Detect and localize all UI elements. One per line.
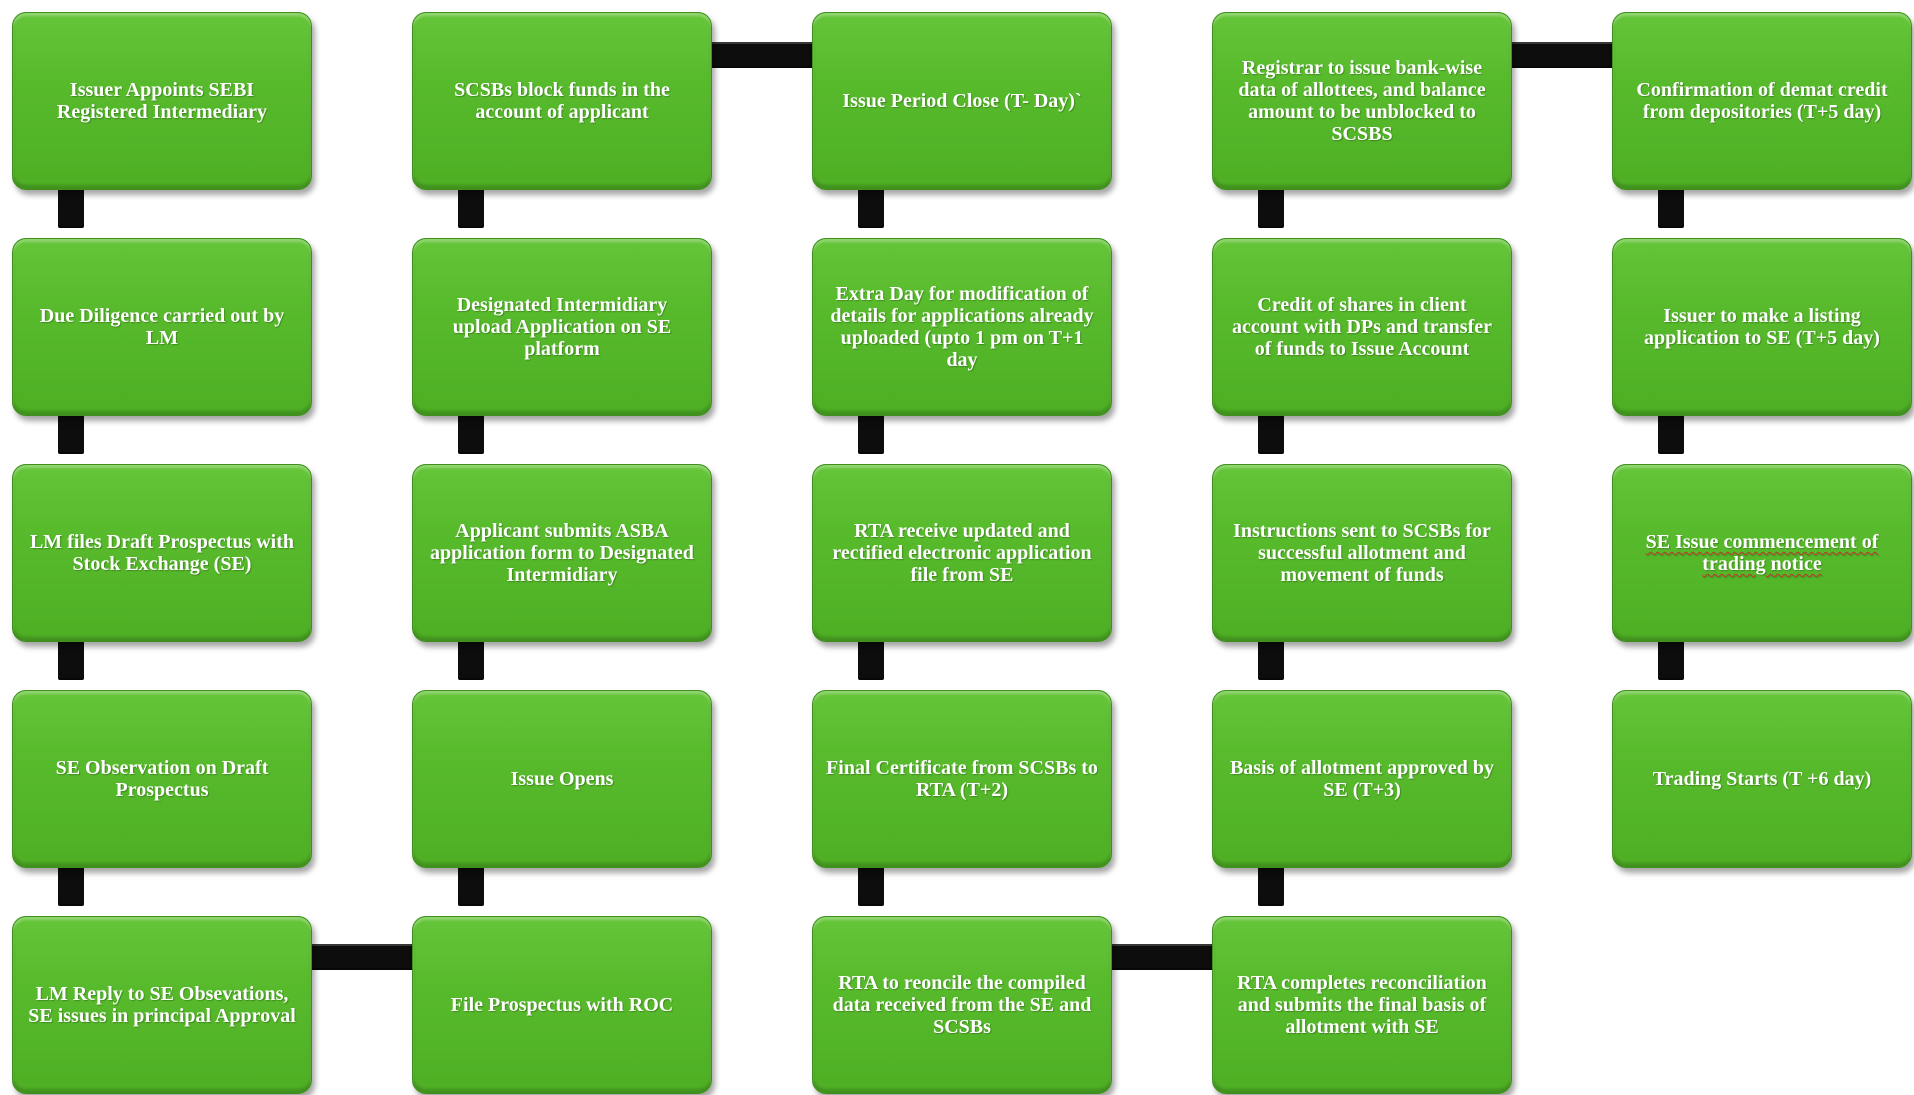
step-label: Trading Starts (T +6 day) (1652, 768, 1872, 790)
step-basis-of-allotment-approved (1212, 690, 1512, 868)
step-issue-opens (412, 690, 712, 868)
step-label: Issue Opens (510, 768, 614, 790)
connector-c3-4-5 (858, 864, 884, 906)
step-label: Extra Day for modification of details for applications already uploaded (upto 1 pm on T+1 day (830, 283, 1094, 371)
step-rta-receive-file (812, 464, 1112, 642)
step-listing-application (1612, 238, 1912, 416)
step-file-prospectus-roc (412, 916, 712, 1094)
step-trading-starts (1612, 690, 1912, 868)
connector-c2-c3-top (706, 42, 816, 68)
connector-c4-4-5 (1258, 864, 1284, 906)
step-label: RTA receive updated and rectified electronic application file from SE (832, 520, 1092, 586)
step-label: LM files Draft Prospectus with Stock Exchange (SE) (29, 531, 295, 575)
step-registrar-issue-data (1212, 12, 1512, 190)
step-label: Issuer to make a listing application to SE (T+5 day) (1644, 305, 1880, 349)
step-label: Due Diligence carried out by LM (39, 305, 285, 349)
connector-c4-3-4 (1258, 638, 1284, 680)
step-label: Instructions sent to SCSBs for successful allotment and movement of funds (1233, 520, 1491, 586)
connector-c1-2-3 (58, 412, 84, 454)
connector-c2-2-3 (458, 412, 484, 454)
step-issuer-appoints-intermediary (12, 12, 312, 190)
step-label: SE Issue commencement of trading notice (1645, 531, 1879, 575)
step-issue-period-close (812, 12, 1112, 190)
connector-c4-2-3 (1258, 412, 1284, 454)
connector-c2-3-4 (458, 638, 484, 680)
step-scsbs-block-funds (412, 12, 712, 190)
step-rta-completes-reconciliation (1212, 916, 1512, 1094)
step-confirmation-demat-credit (1612, 12, 1912, 190)
connector-c1-c2-bottom (306, 944, 416, 970)
step-lm-files-draft-prospectus (12, 464, 312, 642)
connector-c1-4-5 (58, 864, 84, 906)
connector-c2-1-2 (458, 186, 484, 228)
step-final-certificate (812, 690, 1112, 868)
step-credit-of-shares (1212, 238, 1512, 416)
step-lm-reply-principal-approval (12, 916, 312, 1094)
connector-c1-3-4 (58, 638, 84, 680)
step-intermediary-upload-application (412, 238, 712, 416)
step-instructions-to-scsbs (1212, 464, 1512, 642)
step-se-observation (12, 690, 312, 868)
connector-c3-c4-bottom (1106, 944, 1216, 970)
step-label: File Prospectus with ROC (450, 994, 674, 1016)
connector-c1-1-2 (58, 186, 84, 228)
connector-c3-1-2 (858, 186, 884, 228)
connector-c5-3-4 (1658, 638, 1684, 680)
step-label: RTA to reoncile the compiled data received from the SE and SCSBs (832, 972, 1092, 1038)
connector-c5-1-2 (1658, 186, 1684, 228)
connector-c4-c5-top (1506, 42, 1616, 68)
step-applicant-submits-asba (412, 464, 712, 642)
step-label: Applicant submits ASBA application form to Designated Intermidiary (430, 520, 694, 586)
step-label: SE Observation on Draft Prospectus (55, 757, 269, 801)
step-label: Registrar to issue bank-wise data of allottees, and balance amount to be unblocked to SCSBS (1238, 57, 1486, 145)
step-label: Final Certificate from SCSBs to RTA (T+2) (826, 757, 1098, 801)
connector-c3-3-4 (858, 638, 884, 680)
step-rta-reconcile-data (812, 916, 1112, 1094)
step-label: Issue Period Close (T- Day)` (842, 90, 1082, 112)
step-label: Designated Intermidiary upload Application on SE platform (452, 294, 672, 360)
connector-c2-4-5 (458, 864, 484, 906)
step-label: RTA completes reconciliation and submits the final basis of allotment with SE (1237, 972, 1487, 1038)
step-extra-day-modification (812, 238, 1112, 416)
step-label: LM Reply to SE Obsevations, SE issues in principal Approval (28, 983, 296, 1027)
step-label: Basis of allotment approved by SE (T+3) (1229, 757, 1495, 801)
connector-c4-1-2 (1258, 186, 1284, 228)
step-due-diligence (12, 238, 312, 416)
step-label: Confirmation of demat credit from depositories (T+5 day) (1636, 79, 1888, 123)
step-label: Issuer Appoints SEBI Registered Intermediary (56, 79, 268, 123)
step-label: Credit of shares in client account with DPs and transfer of funds to Issue Account (1232, 294, 1492, 360)
step-label: SCSBs block funds in the account of applicant (454, 79, 670, 123)
step-trading-notice (1612, 464, 1912, 642)
connector-c5-2-3 (1658, 412, 1684, 454)
connector-c3-2-3 (858, 412, 884, 454)
